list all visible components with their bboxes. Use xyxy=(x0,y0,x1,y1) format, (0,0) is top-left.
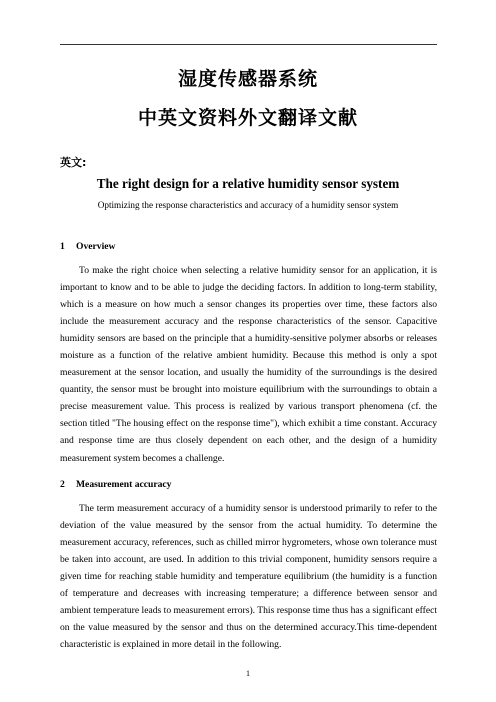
section-heading-measurement-accuracy xyxy=(60,479,171,490)
article-title: The right design for a relative humidity sensor system xyxy=(96,176,400,191)
section-number: 2 xyxy=(60,479,65,490)
section-paragraph-measurement-accuracy: The term measurement accuracy of a humidity sensor is understood primarily to refer to the deviation of the value measured by the sensor from the actual humidity. To determine the measurement accuracy, references, such as chilled mirror hygrometers, whose own tolerance must be taken into account, are used. In addition to this trivial component, humidity sensors require a given time for reaching stable humidity and temperature equilibrium (the humidity is a function of temperature and decreases with increasing temperature; a difference between sensor and ambient temperature leads to measurement errors). This response time thus has a significant effect on the value measured by the sensor and thus on the determined accuracy.This time-dependent characteristic is explained in more detail in the following. xyxy=(60,503,437,651)
section-paragraph-overview: To make the right choice when selecting a relative humidity sensor for an application, it is important to know and to be able to judge the deciding factors. In addition to long-term stability, which is a measure on how much a sensor changes its properties over time, these factors also include the measurement accuracy and the response characteristics of the sensor. Capacitive humidity sensors are based on the principle that a humidity-sensitive polymer absorbs or releases moisture as a function of the relative ambient humidity. Because this method is only a spot measurement at the sensor location, and usually the humidity of the surroundings is the desired quantity, the sensor must be brought into moisture equilibrium with the surroundings to obtain a precise measurement value. This process is realized by various transport phenomena (cf. the section titled "The housing effect on the response time"), which exhibit a time constant. Accuracy and response time are thus closely dependent on each other, and the design of a humidity measurement system becomes a challenge. xyxy=(60,265,437,464)
english-label: 英文: xyxy=(60,156,87,169)
section-heading-text: Overview xyxy=(76,241,116,252)
article-subtitle: Optimizing the response characteristics and accuracy of a humidity sensor system xyxy=(97,200,399,210)
document-subtitle: 中英文资料外文翻译文献 xyxy=(137,107,358,129)
header-rule xyxy=(60,44,437,45)
document-title: 湿度传感器系统 xyxy=(177,68,318,90)
section-heading-text: Measurement accuracy xyxy=(76,479,172,490)
page-number: 1 xyxy=(246,669,250,678)
section-number: 1 xyxy=(60,241,65,252)
section-heading-overview xyxy=(60,241,115,252)
